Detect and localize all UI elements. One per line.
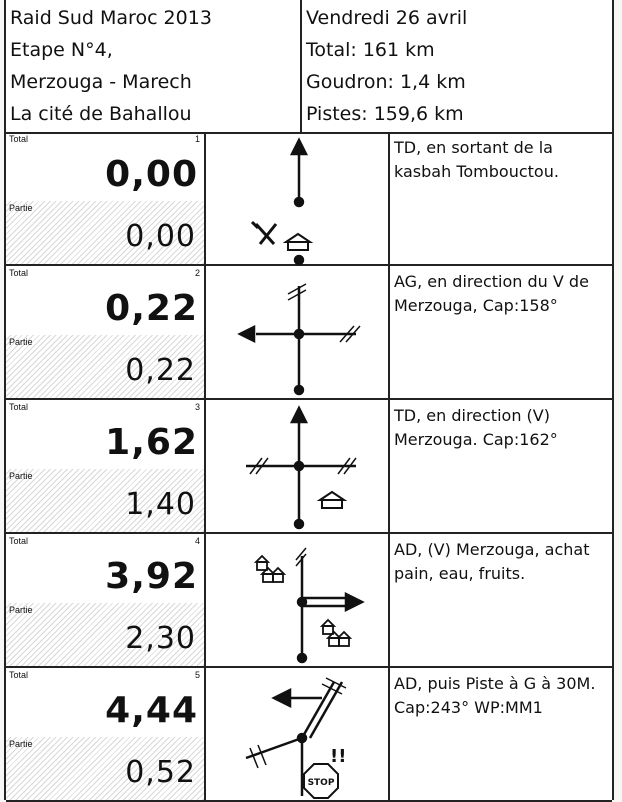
header-divider — [300, 0, 302, 132]
stop-sign-label: STOP — [307, 778, 335, 788]
partial-distance-value: 1,40 — [125, 487, 196, 522]
route-diagram-cell — [206, 668, 390, 800]
partial-distance-value: 0,00 — [125, 219, 196, 254]
start-dot — [295, 520, 303, 528]
house-icon — [286, 234, 310, 250]
instruction-text: AD, puis Piste à G à 30M. Cap:243° WP:MM1 — [394, 674, 596, 717]
direction-arrow-icon — [292, 408, 306, 422]
distance-cell — [6, 668, 206, 800]
total-label: Total — [9, 402, 29, 412]
instruction-cell — [390, 266, 612, 398]
route-diagram — [206, 400, 390, 534]
header-date: Vendredi 26 avril — [306, 7, 468, 29]
instruction-cell — [390, 400, 612, 532]
piste-line — [310, 682, 342, 738]
distance-cell — [6, 132, 206, 264]
direction-arrow-icon — [292, 140, 306, 154]
instruction-cell — [390, 132, 612, 264]
route-diagram — [206, 534, 390, 668]
header-rally-name: Raid Sud Maroc 2013 — [10, 7, 212, 29]
route-diagram — [206, 132, 390, 266]
route-diagram-cell — [206, 132, 390, 264]
partie-label: Partie — [9, 203, 33, 213]
header-track-distance: Pistes: 159,6 km — [306, 103, 464, 125]
stop-sign-icon — [304, 764, 338, 798]
partie-label: Partie — [9, 739, 33, 749]
start-dot — [298, 654, 306, 662]
waypoint-dot — [295, 462, 303, 470]
partie-label: Partie — [9, 605, 33, 615]
route-diagram — [206, 668, 390, 802]
instruction-cell — [390, 668, 612, 800]
route-diagram-cell — [206, 266, 390, 398]
instruction-text: TD, en direction (V) Merzouga. Cap:162° — [394, 406, 558, 449]
header-stage-place: La cité de Bahallou — [10, 103, 192, 125]
total-label: Total — [9, 268, 29, 278]
total-distance-value: 4,44 — [105, 690, 198, 731]
partial-distance-value: 0,52 — [125, 755, 196, 790]
partial-distance-value: 2,30 — [125, 621, 196, 656]
header-total-distance: Total: 161 km — [306, 39, 435, 61]
waypoint-dot — [298, 734, 306, 742]
village-icon — [322, 620, 350, 646]
header-paved-distance: Goudron: 1,4 km — [306, 71, 466, 93]
instruction-cell — [390, 534, 612, 666]
partie-label: Partie — [9, 337, 33, 347]
row-number: 4 — [194, 536, 200, 546]
danger-icon: !! — [330, 746, 347, 767]
partial-distance-box — [6, 201, 204, 264]
direction-arrow-icon — [274, 690, 290, 706]
total-distance-value: 0,00 — [105, 154, 198, 195]
instruction-text: AG, en direction du V de Merzouga, Cap:158° — [394, 272, 589, 315]
roadbook-row — [6, 668, 612, 802]
start-dot — [295, 256, 303, 264]
total-label: Total — [9, 134, 29, 144]
total-label: Total — [9, 536, 29, 546]
waypoint-dot — [295, 330, 303, 338]
instruction-text: AD, (V) Merzouga, achat pain, eau, fruits. — [394, 540, 590, 583]
start-dot — [295, 386, 303, 394]
piste-line — [302, 682, 334, 738]
partial-distance-box — [6, 469, 204, 532]
roadbook-row — [6, 400, 612, 534]
total-label: Total — [9, 670, 29, 680]
partie-label: Partie — [9, 471, 33, 481]
header-stage-number: Etape N°4, — [10, 39, 113, 61]
row-number: 2 — [194, 268, 200, 278]
side-road-line — [246, 738, 302, 758]
village-icon — [256, 556, 284, 582]
direction-arrow-icon — [346, 594, 362, 610]
restaurant-icon — [252, 222, 276, 244]
direction-arrow-icon — [240, 327, 254, 341]
roadbook-row — [6, 266, 612, 400]
roadbook-row — [6, 534, 612, 668]
roadbook-row — [6, 132, 612, 266]
header-stage-route: Merzouga - Marech — [10, 71, 192, 93]
instruction-text: TD, en sortant de la kasbah Tombouctou. — [394, 138, 559, 181]
partial-distance-value: 0,22 — [125, 353, 196, 388]
waypoint-dot — [295, 198, 303, 206]
stage-header — [6, 0, 612, 134]
row-number: 1 — [194, 134, 200, 144]
roadbook-sheet — [4, 0, 614, 800]
waypoint-dot — [298, 598, 306, 606]
route-diagram-cell — [206, 534, 390, 666]
total-distance-value: 0,22 — [105, 288, 198, 329]
route-diagram-cell — [206, 400, 390, 532]
distance-cell — [6, 266, 206, 398]
partial-distance-box — [6, 335, 204, 398]
total-distance-value: 1,62 — [105, 422, 198, 463]
partial-distance-box — [6, 603, 204, 666]
distance-cell — [6, 534, 206, 666]
house-icon — [320, 492, 344, 508]
total-distance-value: 3,92 — [105, 556, 198, 597]
row-number: 3 — [194, 402, 200, 412]
row-number: 5 — [194, 670, 200, 680]
route-diagram — [206, 266, 390, 400]
partial-distance-box — [6, 737, 204, 800]
distance-cell — [6, 400, 206, 532]
